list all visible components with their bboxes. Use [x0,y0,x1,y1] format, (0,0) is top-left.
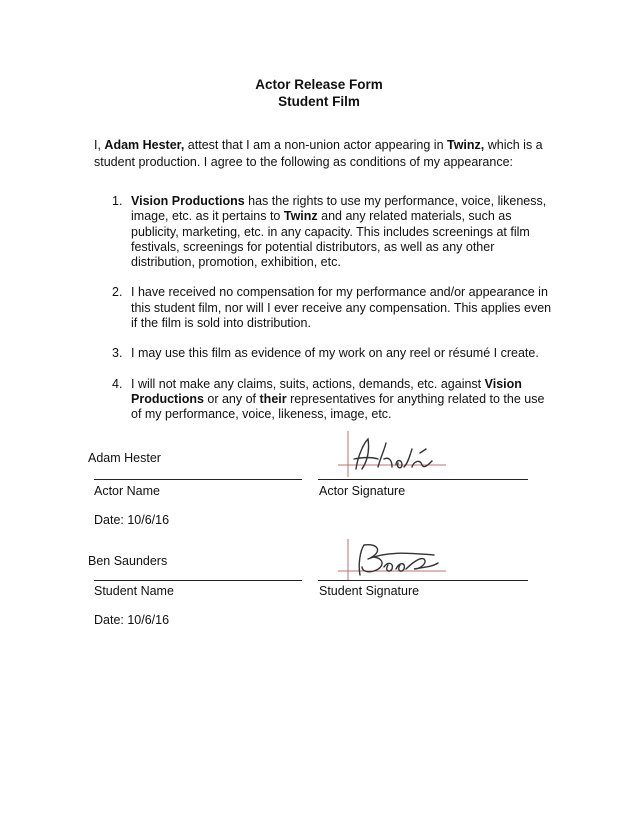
actor-signature-label: Actor Signature [319,484,406,498]
term-text: I have received no compensation for my performance and/or appearance in this student film, nor will I ever receive any compensation. This applies even if the film is sold into distribution. [131,285,552,331]
term-text: has the rights to use my performance, voice, likeness, image, etc. as it pertains to [131,194,547,224]
intro-text-1: I, [94,138,105,152]
term-text: I may use this film as evidence of my work on any reel or résumé I create. [131,346,539,361]
actor-signature-image [338,429,448,479]
intro-actor-name: Adam Hester, [104,138,185,152]
term-their: their [259,391,287,406]
term-number: 2. [112,285,123,300]
student-signature-line [318,580,528,581]
actor-name-line [94,479,302,480]
student-signature-label: Student Signature [319,584,420,598]
term-item-3 [112,346,552,361]
term-company: Vision Productions [131,376,522,406]
intro-paragraph [94,137,554,171]
actor-signature-line [318,479,528,480]
intro-film-name: Twinz, [447,138,485,152]
term-film: Twinz [283,209,318,224]
student-date: Date: 10/6/16 [94,613,170,627]
term-number: 3. [112,346,123,361]
document-title: Actor Release Form [255,77,383,92]
term-number: 4. [112,376,123,391]
student-name-label: Student Name [94,584,174,598]
term-item-1 [112,194,552,270]
intro-text-2: attest that I am a non-union actor appearing in [184,138,447,152]
term-text: I will not make any claims, suits, actions, demands, etc. against [131,376,485,391]
term-text: or any of [203,391,260,406]
student-name-value: Ben Saunders [88,554,168,568]
term-item-4 [112,377,552,423]
actor-name-label: Actor Name [94,484,160,498]
student-name-line [94,580,302,581]
term-text: and any related materials, such as publicity, marketing, etc. in any capacity. This includes screenings at film festivals, screenings for potential distributors, as well as any other distribution, promotion, exhibition, etc. [131,209,530,270]
term-text: representatives for anything related to the use of my performance, voice, likeness, image, etc. [131,391,545,422]
term-number: 1. [112,194,123,208]
intro-text-3: which is a student production. I agree to the following as conditions of my appearance: [94,138,543,169]
actor-date: Date: 10/6/16 [94,513,170,527]
term-company: Vision Productions [131,194,245,208]
actor-name-value: Adam Hester [88,451,161,465]
student-signature-image [338,537,448,583]
term-item-2 [112,285,552,331]
document-subtitle: Student Film [278,94,360,109]
terms-list [112,194,552,438]
